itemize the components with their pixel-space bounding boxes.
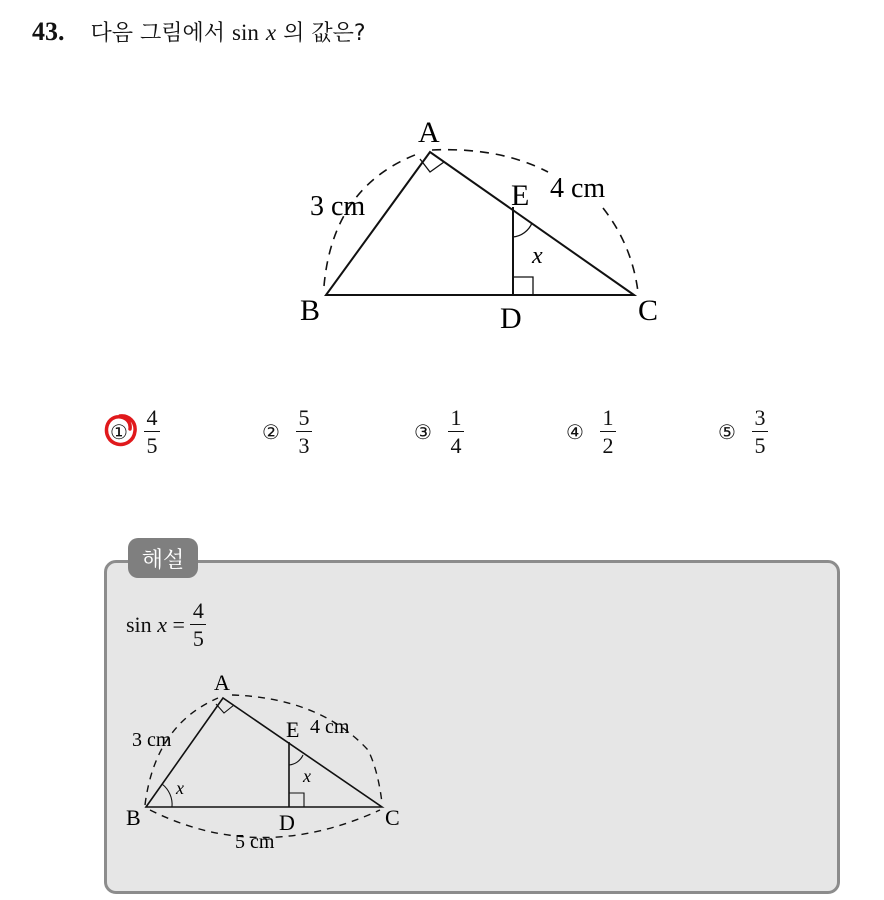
choice-1-marker: ① [110, 420, 128, 444]
solution-figure [0, 660, 884, 860]
choice-2[interactable] [262, 405, 312, 458]
sol-label-x-top: x [303, 766, 311, 786]
question-var: x [265, 20, 277, 45]
label-d: D [500, 302, 522, 335]
sol-angle-arc-e [289, 755, 303, 765]
side-ab-label: 3 cm [310, 191, 366, 222]
arc-ac [432, 150, 548, 172]
right-angle-d [513, 277, 533, 295]
question-number: 43. [32, 17, 65, 46]
question-func: sin [232, 20, 259, 45]
sol-arc-ac [232, 695, 382, 803]
choice-2-marker: ② [262, 419, 280, 444]
sol-label-a: A [214, 670, 230, 695]
sol-side-ac: 4 cm [310, 716, 350, 738]
question-text-before: 다음 그림에서 [90, 21, 226, 46]
label-a: A [418, 116, 440, 149]
label-e: E [511, 179, 530, 212]
sol-side-bc: 5 cm [235, 831, 275, 853]
label-b: B [300, 294, 321, 327]
main-figure [0, 0, 884, 400]
sol-label-c: C [385, 805, 400, 830]
sol-angle-arc-b [162, 784, 172, 807]
sol-right-angle-d [289, 793, 304, 807]
solution-eq-var: x [157, 611, 167, 637]
choice-4[interactable] [566, 405, 616, 458]
sol-label-e: E [286, 717, 300, 742]
sol-label-b: B [126, 805, 141, 830]
solution-eq-sign: = [172, 611, 185, 637]
choice-5[interactable] [718, 405, 768, 458]
choice-1[interactable] [110, 405, 160, 458]
label-c: C [638, 294, 659, 327]
choice-1-fraction: $\frac{4}{5}$ [144, 405, 160, 458]
solution-eq-fraction: $\frac{4}{5}$ [190, 598, 206, 651]
sol-label-x-b: x [176, 778, 184, 798]
selection-circle-icon [100, 410, 144, 454]
label-x: x [532, 243, 543, 269]
angle-arc-e [513, 223, 532, 237]
choice-4-marker: ④ [566, 419, 584, 444]
choice-3[interactable] [414, 405, 464, 458]
solution-tab: 해설 [128, 538, 198, 578]
question-text-after: 의 값은? [283, 21, 366, 46]
arc-ec [603, 208, 638, 292]
sol-side-ab: 3 cm [132, 729, 172, 751]
solution-eq-lhs: sin [126, 611, 152, 637]
sol-label-d: D [279, 810, 295, 835]
side-ac-label: 4 cm [550, 173, 606, 204]
choice-5-marker: ⑤ [718, 419, 736, 444]
solution-equation [126, 598, 206, 651]
answer-choices [0, 405, 884, 475]
choice-3-fraction: $\frac{1}{4}$ [448, 405, 464, 458]
choice-4-fraction: $\frac{1}{2}$ [600, 405, 616, 458]
choice-2-fraction: $\frac{5}{3}$ [296, 405, 312, 458]
choice-3-marker: ③ [414, 419, 432, 444]
choice-5-fraction: $\frac{3}{5}$ [752, 405, 768, 458]
